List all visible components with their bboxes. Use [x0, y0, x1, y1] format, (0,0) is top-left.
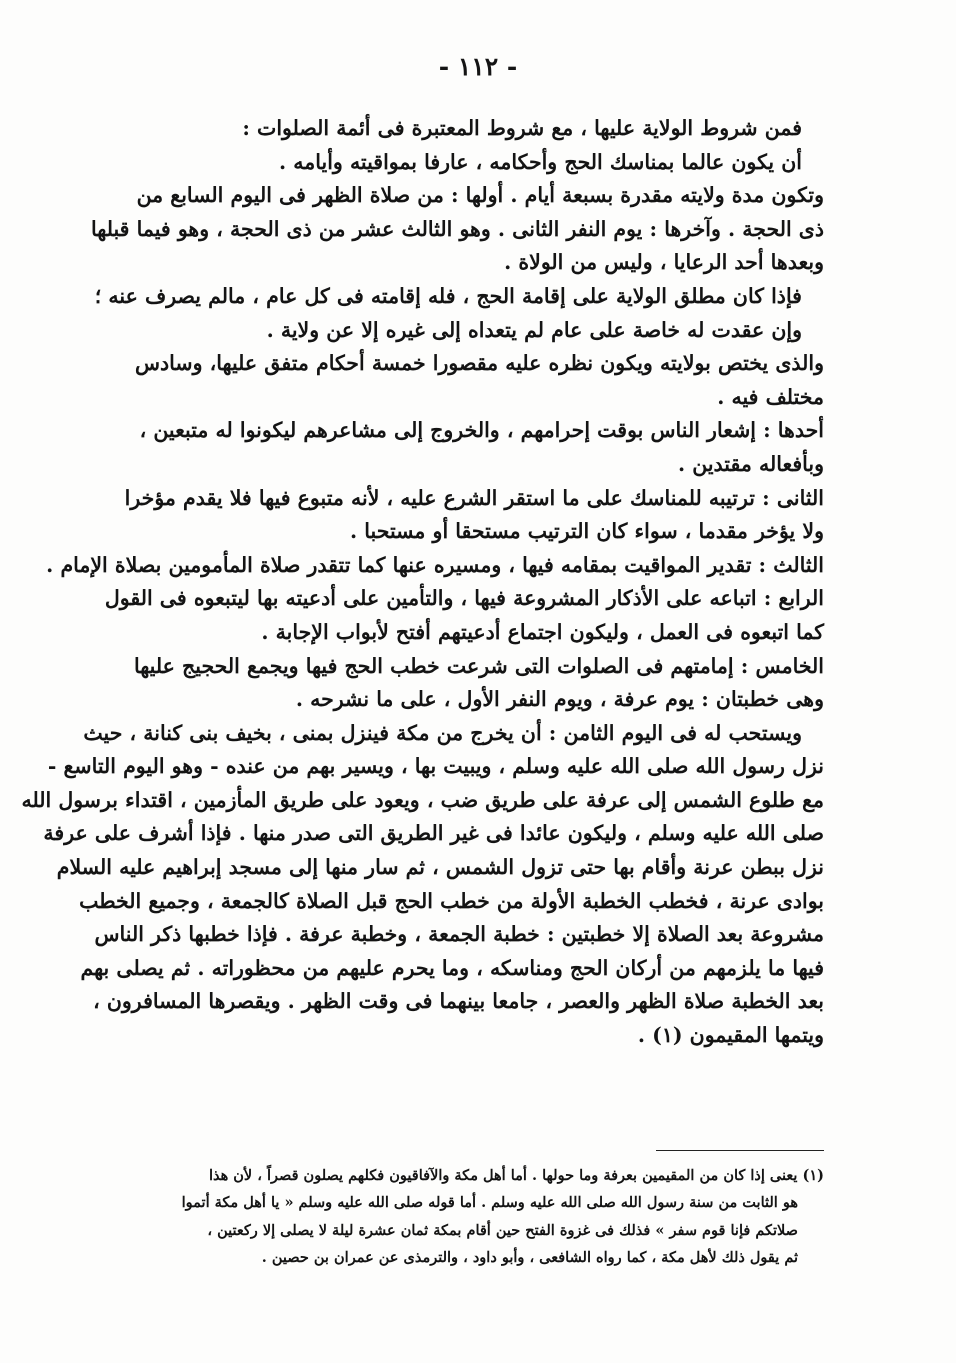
footnote-line: (١) يعنى إذا كان من المقيمين بعرفة وما حولها . أما أهل مكة والآفاقيون فكلهم يصلون قصراً ، لأن هذا	[208, 1167, 824, 1184]
text-line: أن يكون عالما بمناسك الحج وأحكامه ، عارفا بمواقيته وأيامه .	[279, 149, 802, 174]
text-line: وهى خطبتان : يوم عرفة ، ويوم النفر الأول ، على ما نشرحه .	[295, 687, 824, 712]
text-line: صلى الله عليه وسلم ، وليكون عائدا فى غير الطريق التى صدر منها . فإذا أشرف على عرفة	[43, 821, 824, 846]
main-text	[21, 112, 824, 1053]
text-line: الرابع : اتباعه على الأذكار المشروعة فيها ، والتأمين على أدعيته بها ليتبعوه فى القول	[104, 586, 824, 611]
text-line: بعد الخطبة صلاة الظهر والعصر ، جامعا بينهما فى وقت الظهر . ويقصرها المسافرون ،	[93, 989, 824, 1014]
footnote-line: هو الثابت من سنة رسول الله صلى الله عليه وسلم . أما قوله صلى الله عليه وسلم « يا أهل مكة أتموا	[181, 1194, 798, 1212]
text-line: كما اتبعوه فى العمل ، وليكون اجتماع أدعيتهم أفتح لأبواب الإجابة .	[261, 619, 824, 644]
text-line: فمن شروط الولاية عليها ، مع شروط المعتبرة فى أئمة الصلوات :	[242, 116, 802, 140]
text-line: مع طلوع الشمس إلى عرفة على طريق ضب ، ويعود على طريق المأزمين ، اقتداء برسول الله	[21, 787, 824, 812]
text-line: بوادى عرنة ، فخطب الخطبة الأولة من خطب الحج قبل الصلاة كالجمعة ، وجميع الخطب	[79, 888, 824, 913]
text-line: الثانى : ترتيبه للمناسك على ما استقر الشرع عليه ، لأنه متبوع فيها فلا يقدم مؤخرا	[124, 485, 824, 510]
text-line: وبعدها أحد الرعايا ، وليس من الولاة .	[504, 250, 824, 275]
footnote-line: صلاتكم فإنا قوم سفر » فذلك فى غزوة الفتح حين أقام بمكة ثمان عشرة ليلة لا يصلى إلا ركعتين ،	[207, 1221, 798, 1239]
text-line: وتكون مدة ولايته مقدرة بسبعة أيام . أولها : من صلاة الظهر فى اليوم السابع من	[136, 183, 824, 208]
footnote-line: ثم يقول ذلك لأهل مكة ، كما رواه الشافعى ، وأبو داود ، والترمذى عن عمران بن حصين .	[261, 1249, 798, 1267]
text-line: والذى يختص بولايته ويكون نظره عليه مقصورا خمسة أحكام متفق عليها، وسادس	[135, 351, 824, 376]
text-line: وإن عقدت له خاصة على عام لم يتعداه إلى غيره إلا عن ولاية .	[266, 317, 802, 342]
text-line: مختلف فيه .	[717, 384, 824, 409]
text-line: الثالث : تقدير المواقيت بمقامه فيها ، ومسيره عنها كما تتقدر صلاة المأمومين بصلاة الإمام .	[46, 552, 824, 577]
text-line: ويستحب له فى اليوم الثامن : أن يخرج من مكة فينزل بمنى ، بخيف بنى كنانة ، حيث	[83, 720, 802, 745]
text-line: وبأفعاله مقتدين .	[677, 451, 824, 476]
text-line: ولا يؤخر مقدما ، سواء كان الترتيب مستحقا أو مستحبا .	[350, 519, 824, 544]
footnotes	[128, 1162, 824, 1272]
text-line: ذى الحجة . وآخرها : يوم النفر الثانى . وهو الثالث عشر من ذى الحجة ، وهو فيما قبلها	[91, 216, 824, 241]
footnote-separator	[656, 1150, 824, 1151]
text-line: الخامس : إمامتهم فى الصلوات التى شرعت خطب الحج فيها ويجمع الحجيج عليها	[133, 653, 824, 678]
text-line: نزل رسول الله صلى الله عليه وسلم ، ويبيت بها ، ويسير بهم من عنده - وهو اليوم التاسع -	[47, 754, 824, 779]
text-line: نزل ببطن عرنة وأقام بها حتى تزول الشمس ، ثم سار منها إلى مسجد إبراهيم عليه السلام	[56, 855, 824, 880]
text-line: أحدها : إشعار الناس بوقت إحرامهم ، والخروج إلى مشاعرهم ليكونوا له متبعين ،	[139, 418, 824, 443]
text-line: ويتمها المقيمون (١) .	[637, 1023, 824, 1048]
page-number: - ١١٢ -	[438, 52, 518, 81]
text-line: مشروعة بعد الصلاة إلا خطبتين : خطبة الجمعة ، وخطبة عرفة . فإذا خطبها ذكر الناس	[94, 922, 824, 947]
text-line: فإذا كان مطلق الولاية على إقامة الحج ، فله إقامته فى كل عام ، مالم يصرف عنه ؛	[94, 283, 802, 308]
text-line: فيها ما يلزمهم من أركان الحج ومناسكه ، وما يحرم عليهم من محظوراته . ثم يصلى بهم	[80, 955, 824, 980]
